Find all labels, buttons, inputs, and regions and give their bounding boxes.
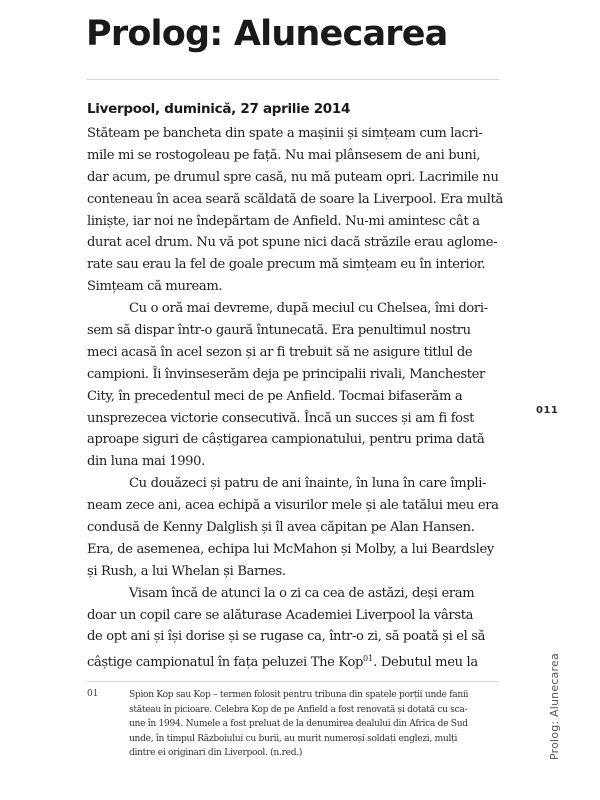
text-line-part: . Debutul meu la xyxy=(373,655,478,671)
text-line: condusă de Kenny Dalglish și îl avea căpitan pe Alan Hansen. xyxy=(87,520,475,536)
text-line: de opt ani și își dorise și se rugase ca, într-o zi, să poată și el să xyxy=(87,629,486,645)
text-line: doar un copil care se alăturase Academiei Liverpool la vârsta xyxy=(87,607,474,623)
text-line: rate sau erau la fel de goale precum mă simțeam eu în interior. xyxy=(87,257,486,273)
text-line: Stăteam pe bancheta din spate a mașinii și simțeam cum lacri- xyxy=(87,126,483,141)
text-line: Simțeam că muream. xyxy=(87,279,223,295)
text-line: Era, de asemenea, echipa lui McMahon și Molby, a lui Beardsley xyxy=(87,541,494,557)
text-line: și Rush, a lui Whelan și Barnes. xyxy=(87,563,286,579)
chapter-title: Prolog: Alunecarea xyxy=(86,14,448,54)
text-line: dar acum, pe drumul spre casă, nu mă puteam opri. Lacrimile nu xyxy=(87,169,499,185)
running-head: Prolog: Alunecarea xyxy=(548,653,561,760)
text-line: din luna mai 1990. xyxy=(87,454,205,470)
text-line: conteneau în acea seară scăldată de soare la Liverpool. Era multă xyxy=(87,191,503,207)
body-text xyxy=(87,123,527,670)
text-line: Cu o oră mai devreme, după meciul cu Chelsea, îmi dori- xyxy=(129,301,488,317)
title-divider xyxy=(87,79,499,80)
footnote-line: dintre ei originari din Liverpool. (n.red.) xyxy=(129,748,303,759)
text-line: neam zece ani, acea echipă a visurilor mele și ale tatălui meu era xyxy=(87,498,499,514)
text-line: mile mi se rostogoleau pe față. Nu mai plânsesem de ani buni, xyxy=(87,147,481,163)
page-number: 011 xyxy=(536,405,559,416)
text-line: durat acel drum. Nu vă pot spune nici dacă străzile erau aglome- xyxy=(87,235,498,251)
footnote-divider xyxy=(87,681,499,682)
text-line: unsprezecea victorie consecutivă. Încă un succes și am fi fost xyxy=(87,410,475,426)
footnote-line: stăteau în picioare. Celebra Kop de pe Anfield a fost renovată și dotată cu sca- xyxy=(129,704,468,715)
text-line: Cu douăzeci și patru de ani înainte, în luna în care împli- xyxy=(129,476,487,492)
text-line: City, în precedentul meci de pe Anfield. Tocmai bifaserăm a xyxy=(87,388,463,404)
section-heading: Liverpool, duminică, 27 aprilie 2014 xyxy=(87,101,351,117)
text-line xyxy=(87,648,527,670)
text-line: aproape siguri de câștigarea campionatului, pentru prima dată xyxy=(87,432,485,448)
footnote-number: 01 xyxy=(87,689,99,699)
footnote-line: une în 1994. Numele a fost preluat de la denumirea dealului din Africa de Sud xyxy=(129,719,468,730)
footnote-reference[interactable]: 01 xyxy=(363,654,374,664)
text-line: Visam încă de atunci la o zi ca cea de astăzi, deși eram xyxy=(129,585,475,601)
text-line: liniște, iar noi ne îndepărtam de Anfield. Nu-mi amintesc cât a xyxy=(87,213,480,229)
text-line: campioni. Îi învinseserăm deja pe principalii rivali, Manchester xyxy=(87,366,485,382)
footnote-line: Spion Kop sau Kop – termen folosit pentru tribuna din spatele porții unde fanii xyxy=(129,690,469,700)
footnote-line: unde, în timpul Războiului cu burii, au murit numeroși soldați englezi, mulți xyxy=(129,733,458,744)
text-line-part: câștige campionatul în fața peluzei The Kop xyxy=(87,655,364,671)
text-line: meci acasă în acel sezon și ar fi trebuit să ne asigure titlul de xyxy=(87,344,473,360)
text-line: sem să dispar într-o gaură întunecată. Era penultimul nostru xyxy=(87,323,471,339)
footnote-text xyxy=(129,688,509,761)
